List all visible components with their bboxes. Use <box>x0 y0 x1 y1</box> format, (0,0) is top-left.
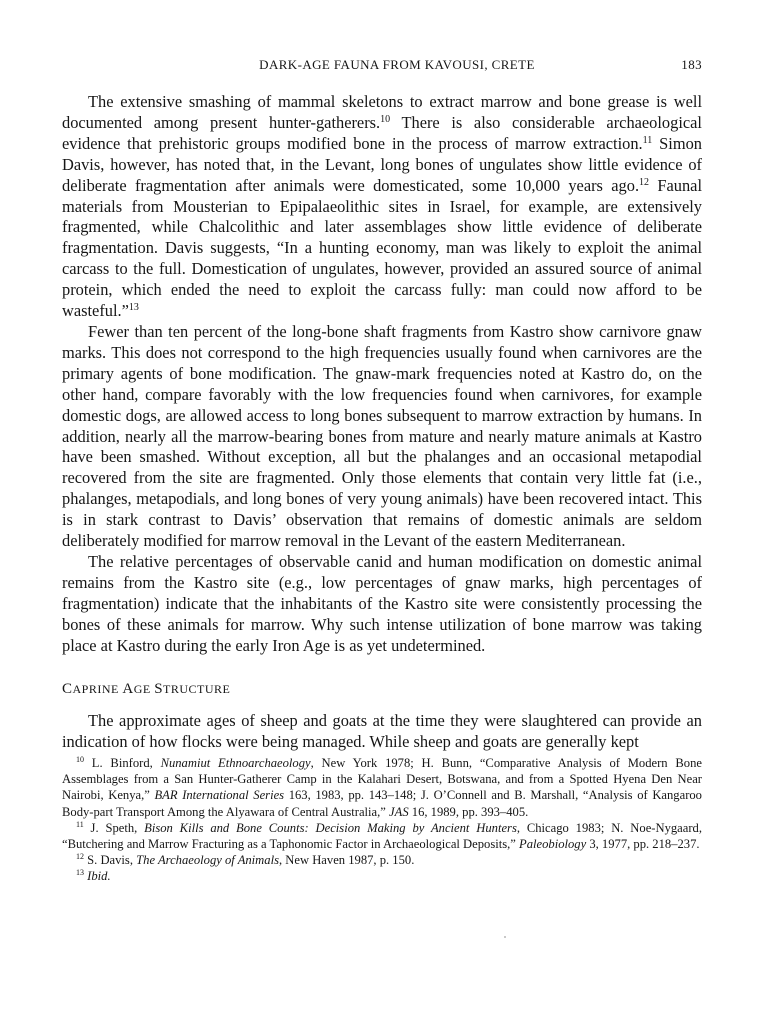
page <box>62 0 702 1024</box>
footnote-13: $^{13}$ Ibid. <box>76 868 111 884</box>
section-paragraph-1: The approximate ages of sheep and goats at the time they were slaughtered can provide an indication of how flocks were being managed. While sheep and goats are generally kept <box>62 711 702 751</box>
section-heading: CAPRINE AGE STRUCTURE <box>62 681 231 697</box>
section-body <box>62 711 702 753</box>
page-number: 183 <box>681 57 702 72</box>
body-text <box>62 92 702 656</box>
paragraph-1: The extensive smashing of mammal skeletons to extract marrow and bone grease is well documented among present hunter-gatherers.$^{10}$ There is also considerable archaeological evidence that prehistoric groups modified bone in the process of marrow extraction.$^{11}$ Simon Davis, however, has noted that, in the Levant, long bones of ungulates show little evidence of deliberate fragmentation after animals were domesticated, some 10,000 years ago.$^{12}$ Faunal materials from Mousterian to Epipalaeolithic sites in Israel, for example, are extensively fragmented, while Chalcolithic and later assemblages show little evidence of deliberate fragmentation. Davis suggests, “In a hunting economy, man was likely to exploit the animal carcass to the full. Domestication of ungulates, however, provided an assured source of animal protein, which ended the need to exploit the carcass fully: man could now afford to be wasteful.”$^{13}$ <box>62 92 702 321</box>
footnotes <box>62 755 702 885</box>
scan-speck <box>504 936 506 938</box>
paragraph-2: Fewer than ten percent of the long-bone shaft fragments from Kastro show carnivore gnaw marks. This does not correspond to the high frequencies usually found when carnivores are the primary agents of bone modification. The gnaw-mark frequencies noted at Kastro do, on the other hand, compare favorably with the low frequencies found when carnivores, for example domestic dogs, are allowed access to long bones subsequent to marrow extraction by humans. In addition, nearly all the marrow-bearing bones from mature and nearly mature animals at Kastro have been smashed. Without exception, all but the phalanges and an occasional metapodial recovered from the site are fragmented. Only those elements that contain very little fat (i.e., phalanges, metapodials, and long bones of very young animals) have been recovered intact. This is in stark contrast to Davis’ observation that remains of domestic animals are seldom deliberately modified for marrow removal in the Levant of the eastern Mediterranean. <box>62 321 702 551</box>
footnote-12: $^{12}$ S. Davis, The Archaeology of Animals, New Haven 1987, p. 150. <box>76 852 415 868</box>
footnote-ref-10: 10 <box>380 113 391 125</box>
paragraph-3: The relative percentages of observable canid and human modification on domestic animal remains from the Kastro site (e.g., low percentages of gnaw marks, high percentages of fragmentation) indicate that the inhabitants of the Kastro site were consistently processing the bones of these animals for marrow. Why such intense utilization of bone marrow was taking place at Kastro during the early Iron Age is as yet undetermined. <box>62 551 702 655</box>
footnote-11: $^{11}$ J. Speth, Bison Kills and Bone Counts: Decision Making by Ancient Hunters, Chicago 1983; N. Noe-Nygaard, “Butchering and Marrow Fracturing as a Taphonomic Factor in Archaeological Deposits,” Paleobiology 3, 1977, pp. 218–237. <box>62 819 702 852</box>
running-head <box>62 57 702 77</box>
footnote-ref-13: 13 <box>128 302 139 314</box>
footnote-10: $^{10}$ L. Binford, Nunamiut Ethnoarchaeology, New York 1978; H. Bunn, “Comparative Analysis of Modern Bone Assemblages from a San Hunter-Gatherer Camp in the Kalahari Desert, Botswana, and from a Spotted Hyena Den Near Nairobi, Kenya,” BAR International Series 163, 1983, pp. 143–148; J. O’Connell and B. Marshall, “Analysis of Kangaroo Body-part Transport Among the Alyawara of Central Australia,” JAS 16, 1989, pp. 393–405. <box>62 755 702 819</box>
running-title: DARK-AGE FAUNA FROM KAVOUSI, CRETE <box>259 57 535 72</box>
footnote-ref-12: 12 <box>639 176 650 188</box>
footnote-ref-11: 11 <box>642 134 653 146</box>
